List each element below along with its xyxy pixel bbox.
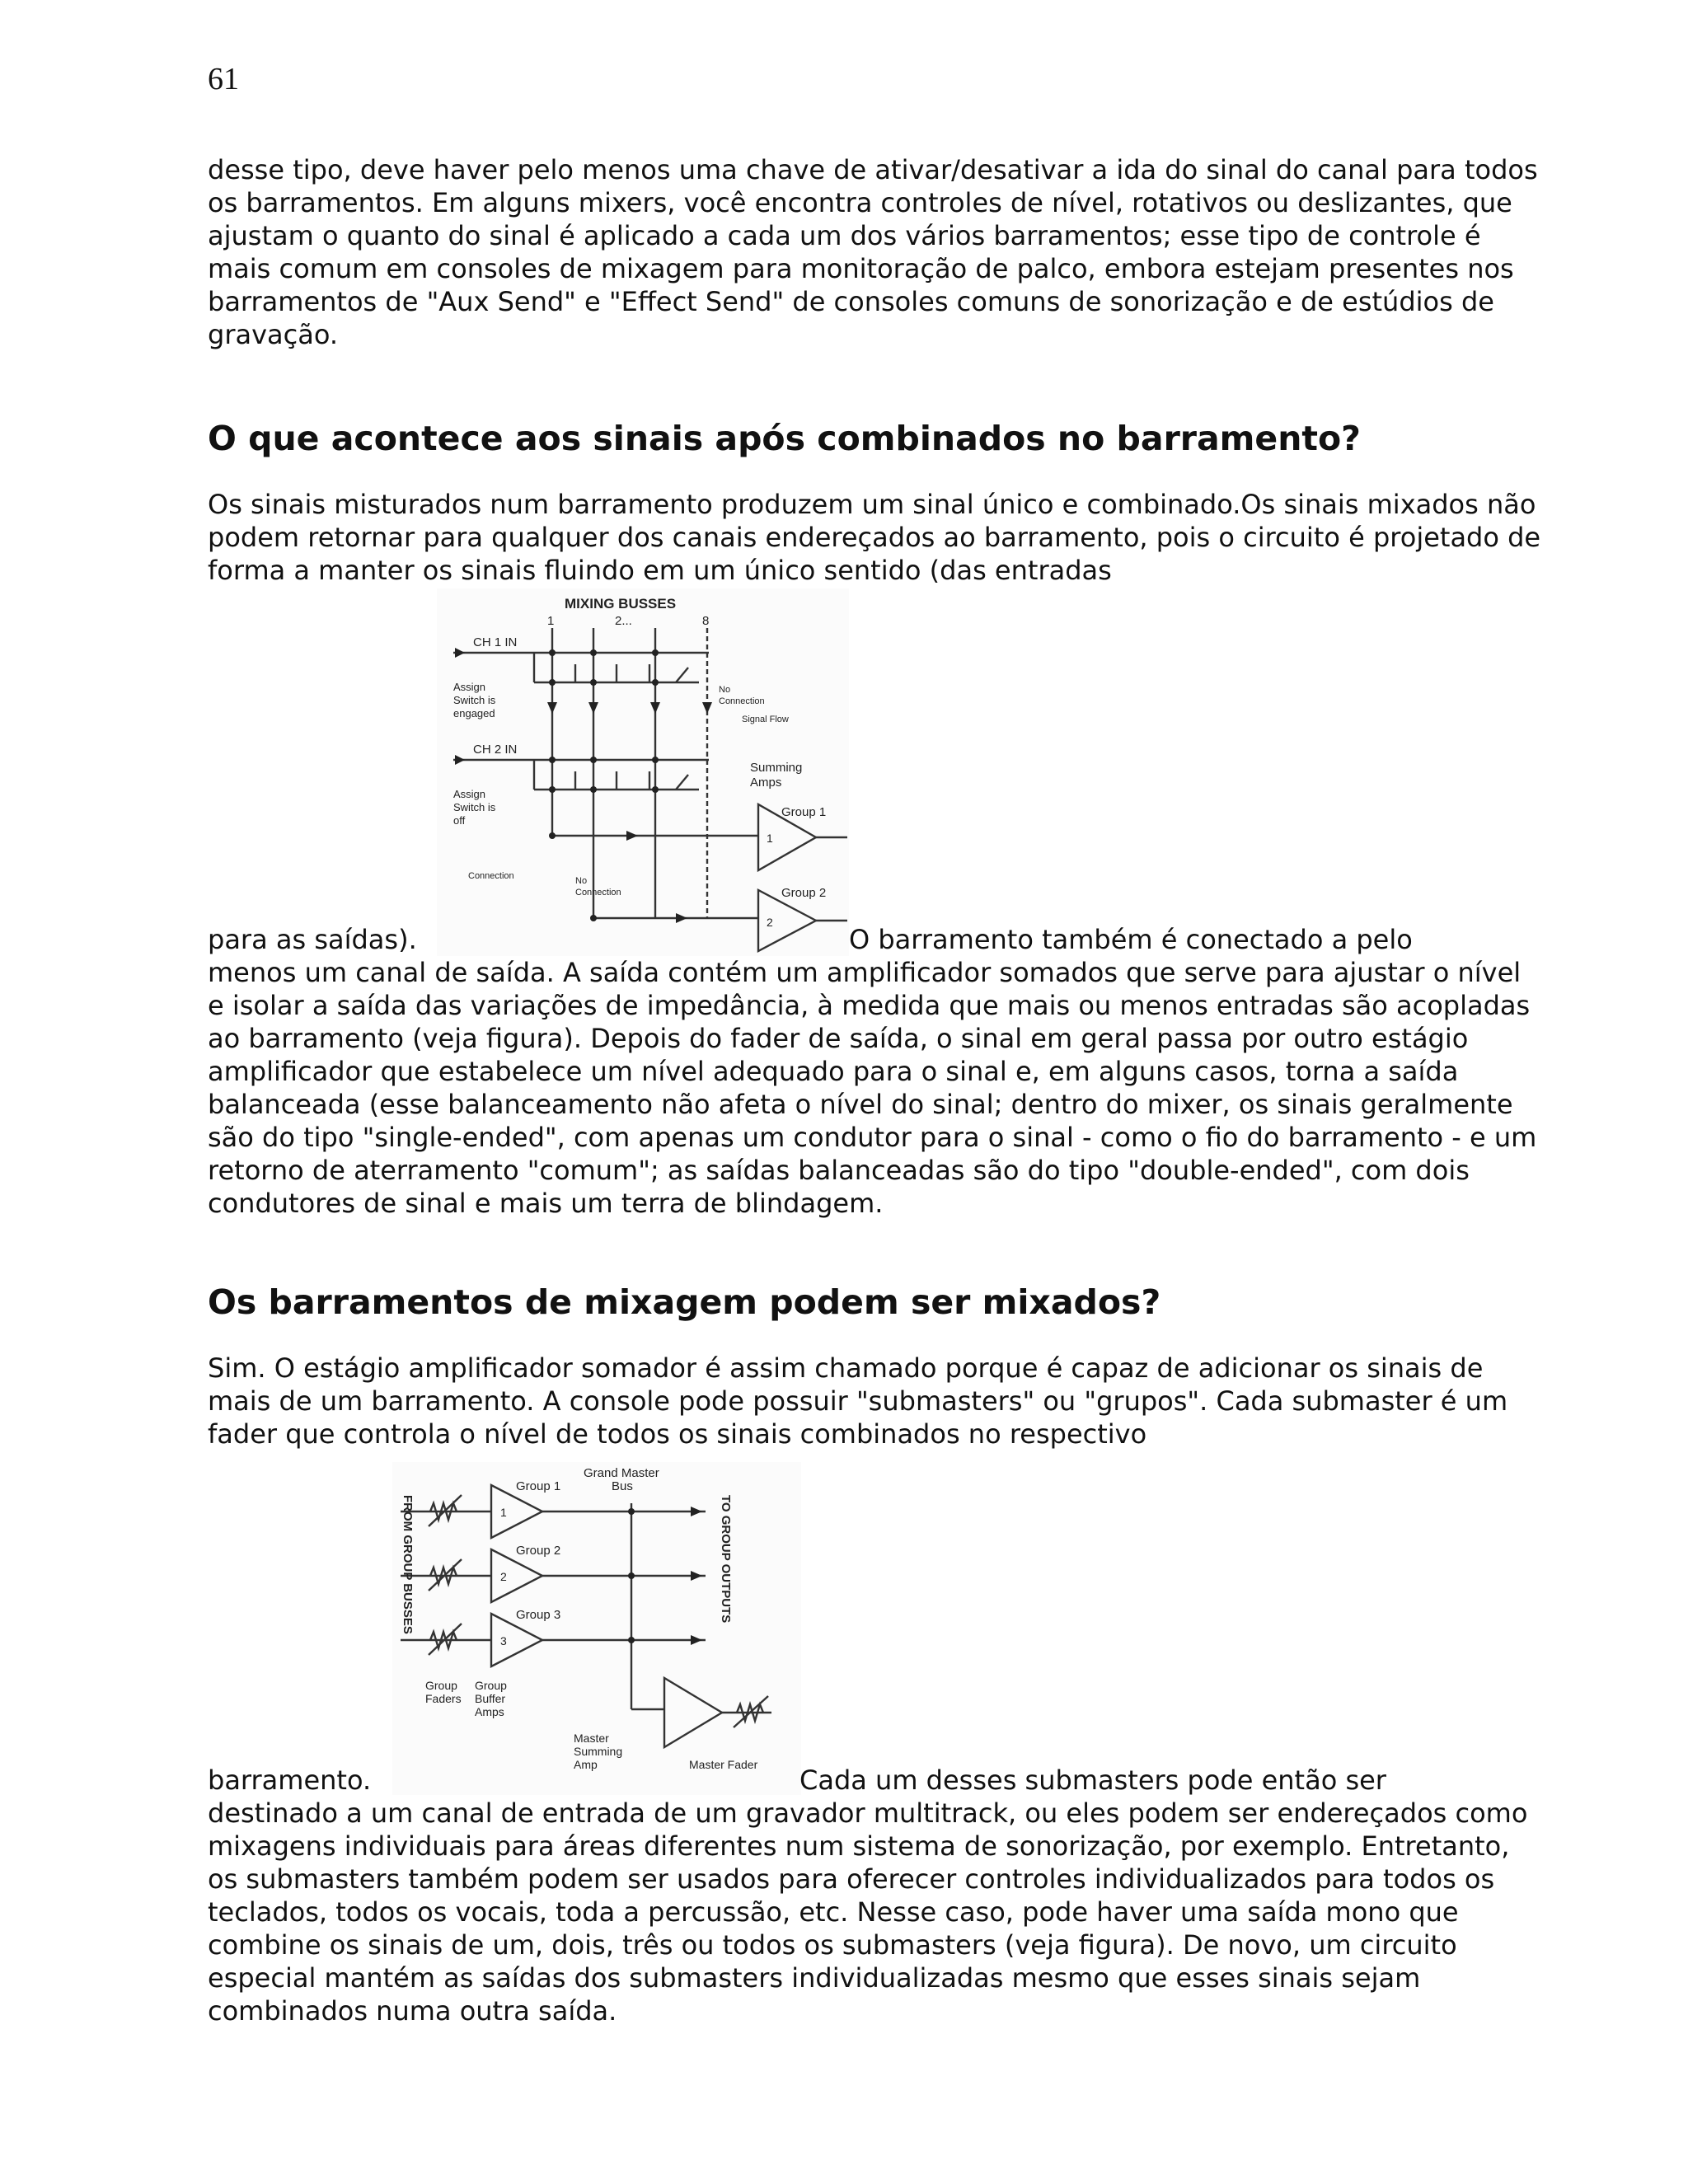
- fig1-assign-off-3: off: [453, 814, 466, 827]
- paragraph-2-before-figure: para as saídas).: [208, 924, 417, 955]
- fig1-connection: Connection: [468, 871, 514, 881]
- fig2-amp3: 3: [500, 1634, 507, 1647]
- fig1-group2: Group 2: [781, 886, 827, 900]
- paragraph-2-after-figure: O barramento também é conectado a pelo: [849, 924, 1413, 955]
- fig2-from-group-busses: FROM GROUP BUSSES: [401, 1495, 415, 1634]
- fig2-to-group-outputs: TO GROUP OUTPUTS: [719, 1495, 733, 1624]
- fig1-summing-2: Amps: [750, 776, 782, 790]
- page-number: 61: [208, 62, 239, 96]
- fig1-summing-1: Summing: [750, 761, 803, 775]
- fig1-assign-engaged-2: Switch is: [453, 694, 496, 706]
- fig2-group-faders-1: Group: [425, 1679, 457, 1692]
- fig2-group-buffer-3: Amps: [475, 1705, 504, 1718]
- fig1-bus-1: 1: [547, 614, 555, 628]
- fig1-assign-off-1: Assign: [453, 788, 486, 800]
- paragraph-1: desse tipo, deve haver pelo menos uma chave de ativar/desativar a ida do sinal do canal para todos os barramentos. Em alguns mixers, você encontra controles de nível, rotativos ou deslizantes, que ajustam o quanto do sinal é aplicado a cada um dos vários barramentos; esse tipo de controle é mais comum em consoles de mixagem para monitoração de palco, embora estejam presentes nos barramentos de "Aux Send" e "Effect Send" de consoles comuns de sonorização e de estúdios de gravação.: [208, 154, 1538, 350]
- fig1-amp1: 1: [767, 832, 773, 845]
- fig1-assign-engaged-3: engaged: [453, 707, 495, 719]
- paragraph-3-rest: destinado a um canal de entrada de um gravador multitrack, ou eles podem ser endereçados como mixagens individuais para áreas diferentes num sistema de sonorização, por exemplo. Entretanto, os submasters também podem ser usados para oferecer controles individualizados para todos os teclados, todos os vocais, toda a percussão, etc. Nesse caso, pode haver uma saída mono que combine os sinais de um, dois, três ou todos os submasters (veja figura). De novo, um circuito especial mantém as saídas dos submasters individualizadas mesmo que esses sinais sejam combinados numa outra saída.: [208, 1797, 1528, 2027]
- fig1-group1: Group 1: [781, 805, 827, 819]
- group-masters-diagram: [392, 1462, 801, 1795]
- fig1-assign-engaged-1: Assign: [453, 681, 486, 693]
- fig2-group-buffer-2: Buffer: [475, 1692, 506, 1705]
- paragraph-3-after-figure: Cada um desses submasters pode então ser: [799, 1765, 1386, 1796]
- fig2-master-summing-1: Master: [574, 1732, 609, 1745]
- fig2-master-summing-2: Summing: [574, 1745, 623, 1758]
- fig1-no-connection-b2: Connection: [575, 888, 621, 898]
- figure-group-masters: [392, 1462, 801, 1795]
- fig1-amp2: 2: [767, 916, 773, 929]
- fig2-master-fader: Master Fader: [689, 1758, 758, 1771]
- fig2-group-buffer-1: Group: [475, 1679, 507, 1692]
- paragraph-2-lead: Os sinais misturados num barramento produzem um sinal único e combinado.Os sinais mixados não podem retornar para qualquer dos canais endereçados ao barramento, pois o circuito é projetado de forma a manter os sinais fluindo em um único sentido (das entradas: [208, 489, 1541, 586]
- fig2-group3: Group 3: [516, 1608, 561, 1622]
- heading-combined-signals: O que acontece aos sinais após combinados no barramento?: [208, 419, 1361, 458]
- paragraph-3-lead: Sim. O estágio amplificador somador é assim chamado porque é capaz de adicionar os sinais de mais de um barramento. A console pode possuir "submasters" ou "grupos". Cada submaster é um fader que controla o nível de todos os sinais combinados no respectivo: [208, 1352, 1508, 1450]
- fig2-group2: Group 2: [516, 1544, 561, 1558]
- fig1-no-connection-1: No: [719, 685, 731, 695]
- fig1-bus-2: 2...: [615, 614, 632, 628]
- fig2-amp1: 1: [500, 1506, 507, 1519]
- heading-mix-busses: Os barramentos de mixagem podem ser mixados?: [208, 1282, 1161, 1322]
- fig2-group1: Group 1: [516, 1479, 561, 1493]
- fig1-no-connection-2: Connection: [719, 696, 765, 706]
- fig1-bus-8: 8: [702, 614, 710, 628]
- fig2-amp2: 2: [500, 1570, 507, 1583]
- fig1-no-connection-b1: No: [575, 876, 588, 886]
- paragraph-3-before-figure: barramento.: [208, 1765, 372, 1796]
- figure-mixing-busses: [437, 588, 849, 956]
- paragraph-2-rest: menos um canal de saída. A saída contém um amplificador somados que serve para ajustar o nível e isolar a saída das variações de impedância, à medida que mais ou menos entradas são acopladas ao barramento (veja figura). Depois do fader de saída, o sinal em geral passa por outro estágio amplificador que estabelece um nível adequado para o sinal e, em alguns casos, torna a saída balanceada (esse balanceamento não afeta o nível do sinal; dentro do mixer, os sinais geralmente são do tipo "single-ended", com apenas um condutor para o sinal - como o fio do barramento - e um retorno de aterramento "comum"; as saídas balanceadas são do tipo "double-ended", com dois condutores de sinal e mais um terra de blindagem.: [208, 957, 1537, 1219]
- fig2-grand-master-2: Bus: [612, 1479, 633, 1493]
- fig1-title: MIXING BUSSES: [565, 596, 677, 612]
- mixing-busses-diagram: [437, 588, 849, 956]
- fig2-group-faders-2: Faders: [425, 1692, 462, 1705]
- fig2-master-summing-3: Amp: [574, 1758, 598, 1771]
- fig2-grand-master-1: Grand Master: [584, 1466, 659, 1480]
- fig1-assign-off-2: Switch is: [453, 801, 496, 813]
- fig1-signal-flow: Signal Flow: [742, 715, 789, 724]
- fig1-ch1-label: CH 1 IN: [473, 635, 518, 649]
- fig1-ch2-label: CH 2 IN: [473, 743, 518, 757]
